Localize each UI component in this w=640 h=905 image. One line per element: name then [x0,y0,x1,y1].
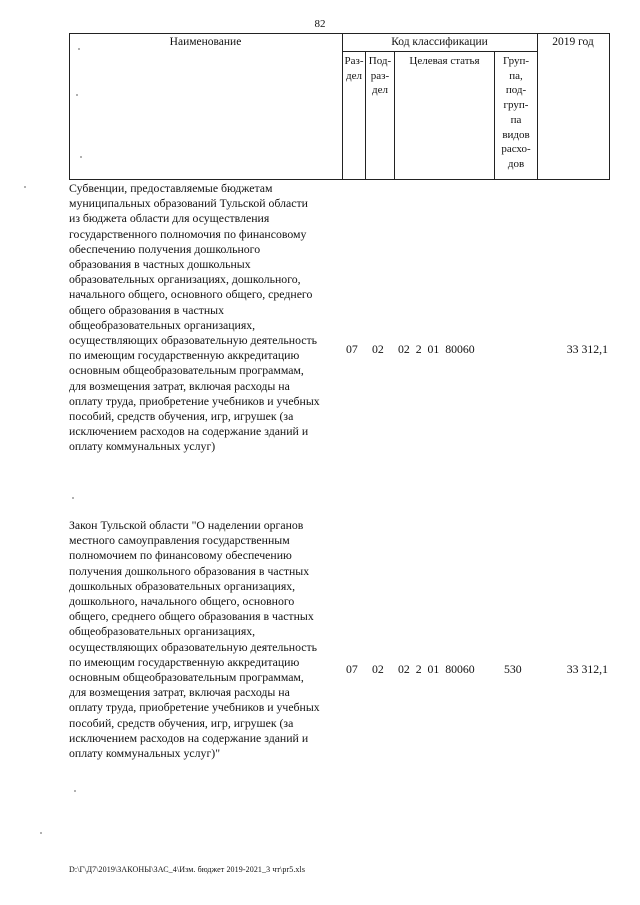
name-line: обеспечению получения дошкольного [69,241,261,256]
header-group-line: Груп- [502,55,530,67]
header-target: Целевая статья [409,55,480,67]
row-2-amount: 33 312,1 [566,662,608,676]
header-razdel [343,54,365,83]
row-1-name [69,181,344,455]
name-line: осуществляющих образовательную деятельность [69,639,318,654]
header-podrazdel-line: дел [372,84,388,97]
header-code: Код классификации [391,36,488,48]
name-line: оплату труда, приобретение учебников и учебных [69,393,320,408]
name-line: дошкольных образовательных организациях, [69,578,296,593]
name-line: пособий, средств обучения, игр, игрушек (за [69,715,294,730]
row-2-target: 02 2 01 80060 [398,662,475,676]
name-line: Закон Тульской области "О наделении органов [69,518,304,532]
header-group-line: под- [505,84,527,97]
row-2-name [69,518,344,761]
header-code-rule [342,51,537,52]
header-razdel-line: Раз- [344,55,364,67]
header-group-line: дов [507,157,525,170]
footer-file-path: D:\Г\Д7\2019\ЗАКОНЫ\ЗАС_4\Изм. бюджет 2019-2021_3 чт\pr5.xls [69,865,306,874]
header-group-line: видов [502,128,530,141]
name-line: для возмещения затрат, включая расходы на [69,685,290,700]
header-name: Наименование [169,36,242,48]
row-2-razdel: 07 [346,662,358,676]
name-line: оплату коммунальных услуг)" [69,746,221,761]
header-podrazdel-line: Под- [368,55,392,67]
header-code-divider [537,33,538,180]
name-line: полномочием по финансовому обеспечению [69,548,292,563]
scan-speck [74,790,76,792]
scan-speck [76,94,78,96]
header-top-rule [69,33,610,34]
row-2-podrazdel: 02 [372,662,384,676]
scan-speck [80,156,82,158]
name-line: муниципальных образований Тульской области [69,196,308,211]
name-line: основным общеобразовательным программам, [69,363,304,378]
row-1-amount: 33 312,1 [566,342,608,356]
name-line: пособий, средств обучения, игр, игрушек (за [69,409,294,424]
header-bottom-rule [69,179,610,180]
header-podrazdel-line: раз- [370,69,390,82]
name-line: образовательных организациях, дошкольного, [69,272,301,287]
name-line: общеобразовательных организациях, [69,624,256,639]
header-group [495,54,537,172]
name-line: общеобразовательных организациях, [69,317,256,332]
scan-speck [78,48,80,50]
name-line: государственного полномочия по финансовому [69,226,307,241]
name-line: осуществляющих образовательную деятельность [69,333,318,348]
table-header [69,33,610,180]
name-line: образования в частных дошкольных [69,257,251,272]
name-line: по имеющим государственную аккредитацию [69,654,300,669]
name-line: для возмещения затрат, включая расходы на [69,378,290,393]
header-right-rule [609,33,610,180]
name-line: дошкольного, начального общего, основного [69,594,295,609]
header-group-line: па [510,113,522,126]
name-line: исключением расходов на содержание зданий и [69,730,309,745]
row-1-podrazdel: 02 [372,342,384,356]
name-line: исключением расходов на содержание зданий и [69,424,309,439]
row-1-razdel: 07 [346,342,358,356]
name-line: по имеющим государственную аккредитацию [69,348,300,363]
name-line: общего образования в частных [69,302,225,317]
header-podrazdel [366,54,394,98]
header-group-line: груп- [503,99,529,112]
name-line: из бюджета области для осуществления [69,211,270,226]
header-podrazdel-divider [394,51,395,180]
row-1-target: 02 2 01 80060 [398,342,475,356]
header-left-rule [69,33,70,180]
name-line: местного самоуправления государственным [69,533,290,548]
header-group-line: па, [509,69,523,82]
header-year: 2019 год [552,36,594,48]
name-line: оплату коммунальных услуг) [69,439,216,454]
scan-speck [40,832,42,834]
name-line: начального общего, основного общего, среднего [69,287,313,302]
name-line: Субвенции, предоставляемые бюджетам [69,181,273,195]
scan-speck [24,186,26,188]
header-group-line: расхо- [501,143,531,156]
name-line: оплату труда, приобретение учебников и учебных [69,700,320,715]
page-number: 82 [314,18,326,30]
header-razdel-line: дел [346,69,362,82]
name-line: получения дошкольного образования в частных [69,563,310,578]
scan-speck [72,497,74,499]
name-line: основным общеобразовательным программам, [69,670,304,685]
row-2-group: 530 [504,662,522,676]
name-line: общего, среднего общего образования в частных [69,609,314,624]
